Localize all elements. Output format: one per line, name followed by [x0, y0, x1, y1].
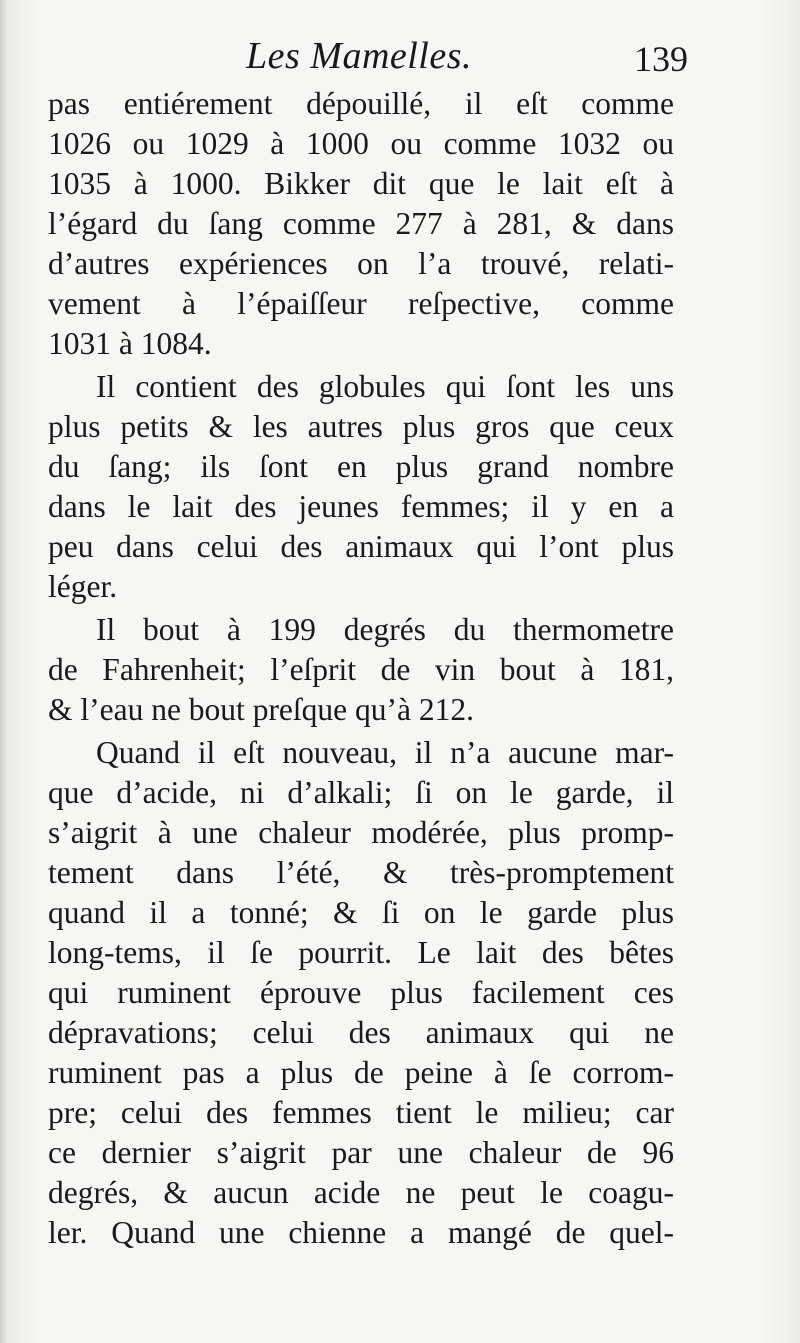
body-text: [48, 84, 674, 1264]
text-line: l’égard du ſang comme 277 à 281, & dans: [48, 206, 674, 241]
paragraph-first-line: Il contient des globules qui ſont les uns: [96, 369, 674, 404]
text-line: 1035 à 1000. Bikker dit que le lait eſt à: [48, 166, 674, 201]
paragraph-first-line: Quand il eſt nouveau, il n’a aucune mar-: [96, 735, 674, 770]
text-line: léger.: [48, 569, 118, 604]
paragraph-first-line: Il bout à 199 degrés du thermometre: [96, 612, 674, 647]
text-line: pas entiérement dépouillé, il eſt comme: [48, 86, 674, 121]
running-title: Les Mamelles.: [246, 35, 473, 77]
text-line: degrés, & aucun acide ne peut le coagu-: [48, 1175, 674, 1210]
text-line: 1026 ou 1029 à 1000 ou comme 1032 ou: [48, 126, 674, 161]
text-line: d’autres expériences on l’a trouvé, relati-: [48, 246, 674, 281]
text-line: long-tems, il ſe pourrit. Le lait des bêtes: [48, 935, 674, 970]
text-line: s’aigrit à une chaleur modérée, plus promp-: [48, 815, 674, 850]
text-line: 1031 à 1084.: [48, 326, 212, 361]
text-line: & l’eau ne bout preſque qu’à 212.: [48, 692, 474, 727]
text-line: ruminent pas a plus de peine à ſe corrom-: [48, 1055, 674, 1090]
text-line: du ſang; ils ſont en plus grand nombre: [48, 449, 674, 484]
text-line: dans le lait des jeunes femmes; il y en a: [48, 489, 674, 524]
text-line: ler. Quand une chienne a mangé de quel-: [48, 1215, 674, 1250]
text-line: que d’acide, ni d’alkali; ſi on le garde, il: [48, 775, 674, 810]
text-line: pre; celui des femmes tient le milieu; car: [48, 1095, 674, 1130]
text-line: de Fahrenheit; l’eſprit de vin bout à 181,: [48, 652, 674, 687]
text-line: ce dernier s’aigrit par une chaleur de 96: [48, 1135, 674, 1170]
page-gutter-shadow: [0, 0, 8, 1343]
text-line: peu dans celui des animaux qui l’ont plus: [48, 529, 674, 564]
text-line: dépravations; celui des animaux qui ne: [48, 1015, 674, 1050]
text-line: tement dans l’été, & très-promptement: [48, 855, 674, 890]
page-number: 139: [634, 39, 688, 79]
text-line: quand il a tonné; & ſi on le garde plus: [48, 895, 674, 930]
page-header: [50, 30, 688, 80]
text-line: vement à l’épaiſſeur reſpective, comme: [48, 286, 674, 321]
text-line: plus petits & les autres plus gros que ceux: [48, 409, 674, 444]
text-line: qui ruminent éprouve plus facilement ces: [48, 975, 674, 1010]
